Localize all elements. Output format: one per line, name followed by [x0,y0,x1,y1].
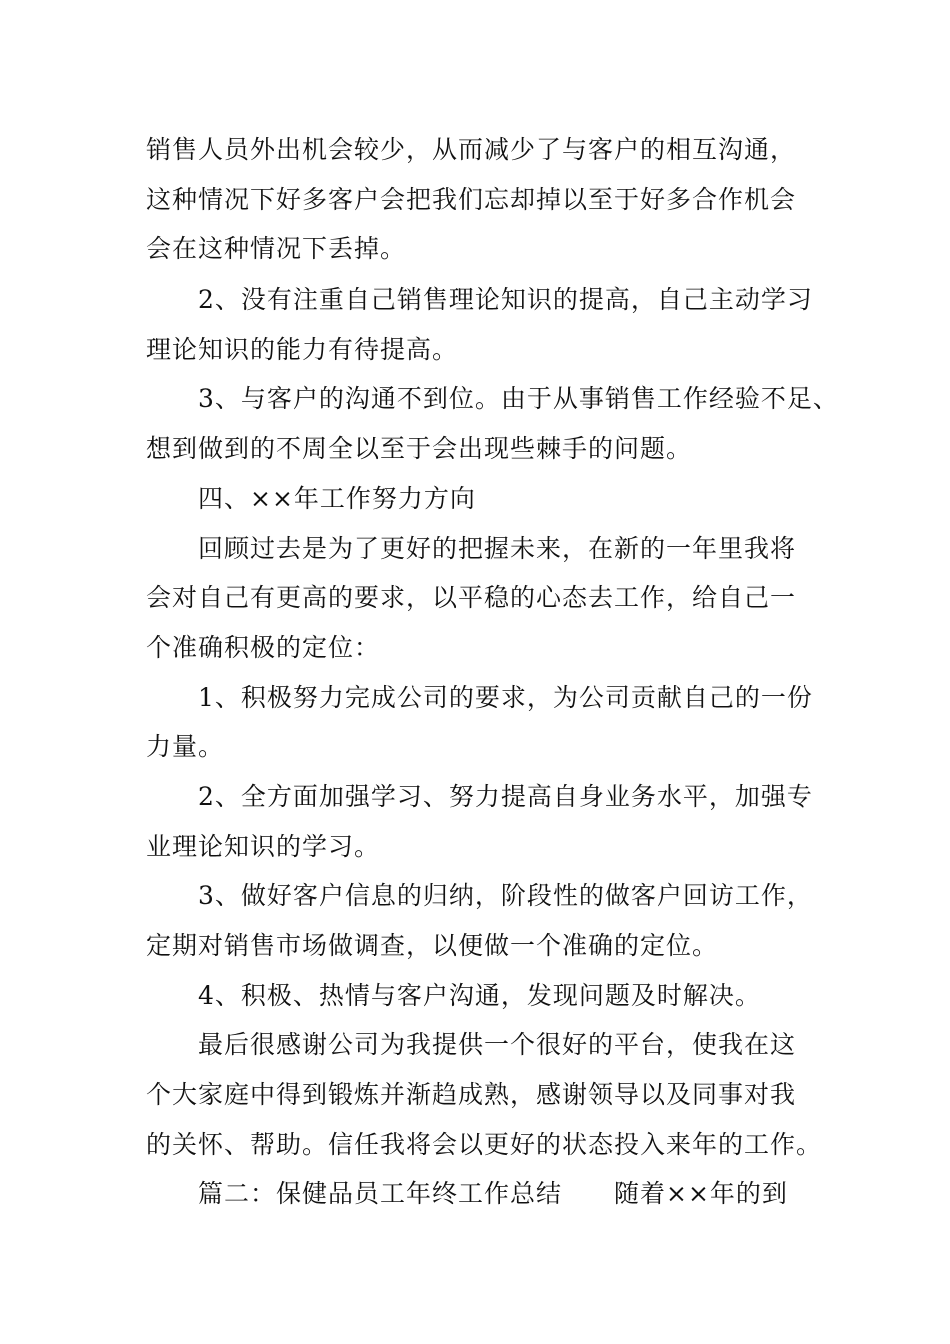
text-line: 回顾过去是为了更好的把握未来，在新的一年里我将 [198,534,797,563]
text-line: 篇二：保健品员工年终工作总结 随着××年的到 [198,1179,788,1208]
text-line: 2、没有注重自己销售理论知识的提高，自己主动学习 [198,285,813,314]
text-line: 3、做好客户信息的归纳，阶段性的做客户回访工作， [198,881,813,910]
text-line: 会对自己有更高的要求，以平稳的心态去工作，给自己一 [146,583,797,612]
text-line: 4、积极、热情与客户沟通，发现问题及时解决。 [198,981,761,1010]
section-heading: 四、××年工作努力方向 [198,484,476,513]
text-line: 力量。 [146,732,225,761]
text-line: 2、全方面加强学习、努力提高自身业务水平，加强专 [198,782,813,811]
text-line: 理论知识的能力有待提高。 [146,335,459,364]
text-line: 1、积极努力完成公司的要求，为公司贡献自己的一份 [198,683,813,712]
text-line: 这种情况下好多客户会把我们忘却掉以至于好多合作机会 [146,185,797,214]
text-line: 的关怀、帮助。信任我将会以更好的状态投入来年的工作。 [146,1130,823,1159]
text-line: 定期对销售市场做调查，以便做一个准确的定位。 [146,931,719,960]
text-line: 最后很感谢公司为我提供一个很好的平台，使我在这 [198,1030,797,1059]
text-line: 销售人员外出机会较少，从而减少了与客户的相互沟通， [146,135,797,164]
text-line: 想到做到的不周全以至于会出现些棘手的问题。 [146,434,693,463]
text-line: 3、与客户的沟通不到位。由于从事销售工作经验不足、 [198,384,839,413]
text-line: 个大家庭中得到锻炼并渐趋成熟，感谢领导以及同事对我 [146,1080,797,1109]
text-line: 个准确积极的定位： [146,633,381,662]
text-line: 业理论知识的学习。 [146,832,381,861]
text-line: 会在这种情况下丢掉。 [146,234,407,263]
